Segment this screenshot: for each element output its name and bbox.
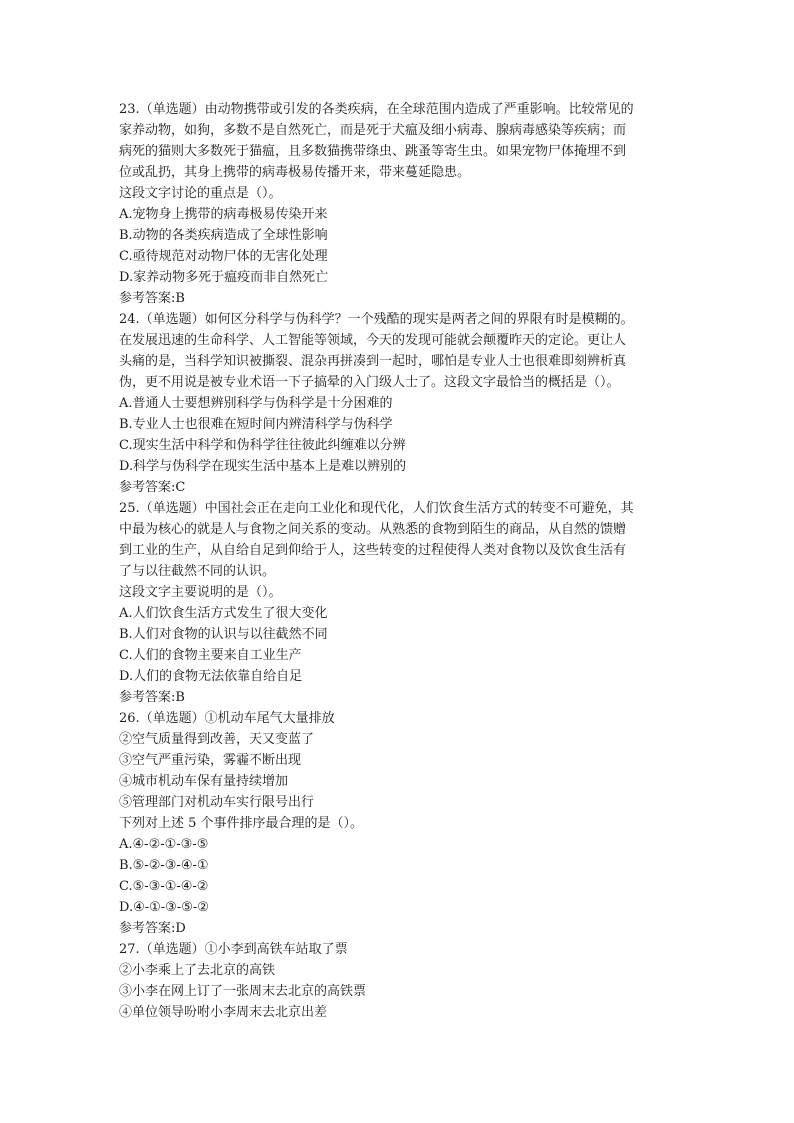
question-stem-line: 位或乱扔，其身上携带的病毒极易传播开来，带来蔓延隐患。	[119, 165, 471, 180]
question-stem-line: 23.（单选题）由动物携带或引发的各类疾病，在全球范围内造成了严重影响。比较常见的	[119, 102, 634, 117]
question-stem-line: 在发展迅速的生命科学、人工智能等领域，今天的发现可能就会颠覆昨天的定论。更让人	[119, 333, 627, 348]
option-a: A.普通人士要想辨别科学与伪科学是十分困难的	[119, 396, 393, 411]
reference-answer: 参考答案:B	[119, 690, 185, 705]
question-stem-line: 伪，更不用说是被专业术语一下子搞晕的入门级人士了。这段文字最恰当的概括是（）。	[119, 375, 620, 390]
question-prompt: 这段文字讨论的重点是（）。	[119, 186, 282, 201]
option-d: D.④-①-③-⑤-②	[119, 900, 209, 915]
option-a: A.宠物身上携带的病毒极易传染开来	[119, 207, 328, 222]
question-25	[119, 498, 679, 708]
option-c: C.人们的食物主要来自工业生产	[119, 648, 302, 663]
option-b: B.人们对食物的认识与以往截然不同	[119, 627, 328, 642]
question-stem-line: 家养动物，如狗，多数不是自然死亡，而是死于犬瘟及细小病毒、腺病毒感染等疾病；而	[119, 123, 627, 138]
question-stem-line: 头痛的是，当科学知识被撕裂、混杂再拼凑到一起时，哪怕是专业人士也很难即刻辨析真	[119, 354, 627, 369]
question-26	[119, 708, 679, 939]
question-23	[119, 99, 679, 309]
question-stem-line: ③小李在网上订了一张周末去北京的高铁票	[119, 984, 367, 999]
question-stem-line: 中最为核心的就是人与食物之间关系的变动。从熟悉的食物到陌生的商品，从自然的馈赠	[119, 522, 627, 537]
question-stem-line: 了与以往截然不同的认识。	[119, 564, 276, 579]
question-stem-line: ③空气严重污染，雾霾不断出现	[119, 753, 302, 768]
question-24	[119, 309, 679, 498]
question-stem-line: 到工业的生产，从自给自足到仰给于人，这些转变的过程使得人类对食物以及饮食生活有	[119, 543, 627, 558]
option-a: A.人们饮食生活方式发生了很大变化	[119, 606, 328, 621]
reference-answer: 参考答案:D	[119, 921, 186, 936]
question-stem-line: 27.（单选题）①小李到高铁车站取了票	[119, 942, 348, 957]
option-c: C.亟待规范对动物尸体的无害化处理	[119, 249, 328, 264]
option-a: A.④-②-①-③-⑤	[119, 837, 209, 852]
option-d: D.家养动物多死于瘟疫而非自然死亡	[119, 270, 329, 285]
question-stem-line: 病死的猫则大多数死于猫瘟，且多数猫携带绦虫、跳蚤等寄生虫。如果宠物尸体掩埋不到	[119, 144, 627, 159]
question-stem-line: ②空气质量得到改善，天又变蓝了	[119, 732, 315, 747]
question-stem-line: ④单位领导吩咐小李周末去北京出差	[119, 1005, 328, 1020]
option-c: C.现实生活中科学和伪科学往往彼此纠缠难以分辨	[119, 438, 406, 453]
question-stem-line: 25.（单选题）中国社会正在走向工业化和现代化，人们饮食生活方式的转变不可避免，其	[119, 501, 634, 516]
option-b: B.动物的各类疾病造成了全球性影响	[119, 228, 328, 243]
option-b: B.专业人士也很难在短时间内辨清科学与伪科学	[119, 417, 393, 432]
reference-answer: 参考答案:B	[119, 291, 185, 306]
question-prompt: 这段文字主要说明的是（）。	[119, 585, 282, 600]
question-stem-line: 26.（单选题）①机动车尾气大量排放	[119, 711, 335, 726]
reference-answer: 参考答案:C	[119, 480, 186, 495]
question-stem-line: ②小李乘上了去北京的高铁	[119, 963, 276, 978]
question-stem-line: 24.（单选题）如何区分科学与伪科学？一个残酷的现实是两者之间的界限有时是模糊的。	[119, 312, 634, 327]
question-27	[119, 939, 679, 1023]
option-b: B.⑤-②-③-④-①	[119, 858, 209, 873]
option-d: D.科学与伪科学在现实生活中基本上是难以辨别的	[119, 459, 407, 474]
question-stem-line: ⑤管理部门对机动车实行限号出行	[119, 795, 315, 810]
option-d: D.人们的食物无法依靠自给自足	[119, 669, 303, 684]
question-stem-line: ④城市机动车保有量持续增加	[119, 774, 289, 789]
question-list	[119, 99, 679, 1023]
option-c: C.⑤-③-①-④-②	[119, 879, 209, 894]
question-prompt: 下列对上述 5 个事件排序最合理的是（）。	[119, 816, 364, 831]
